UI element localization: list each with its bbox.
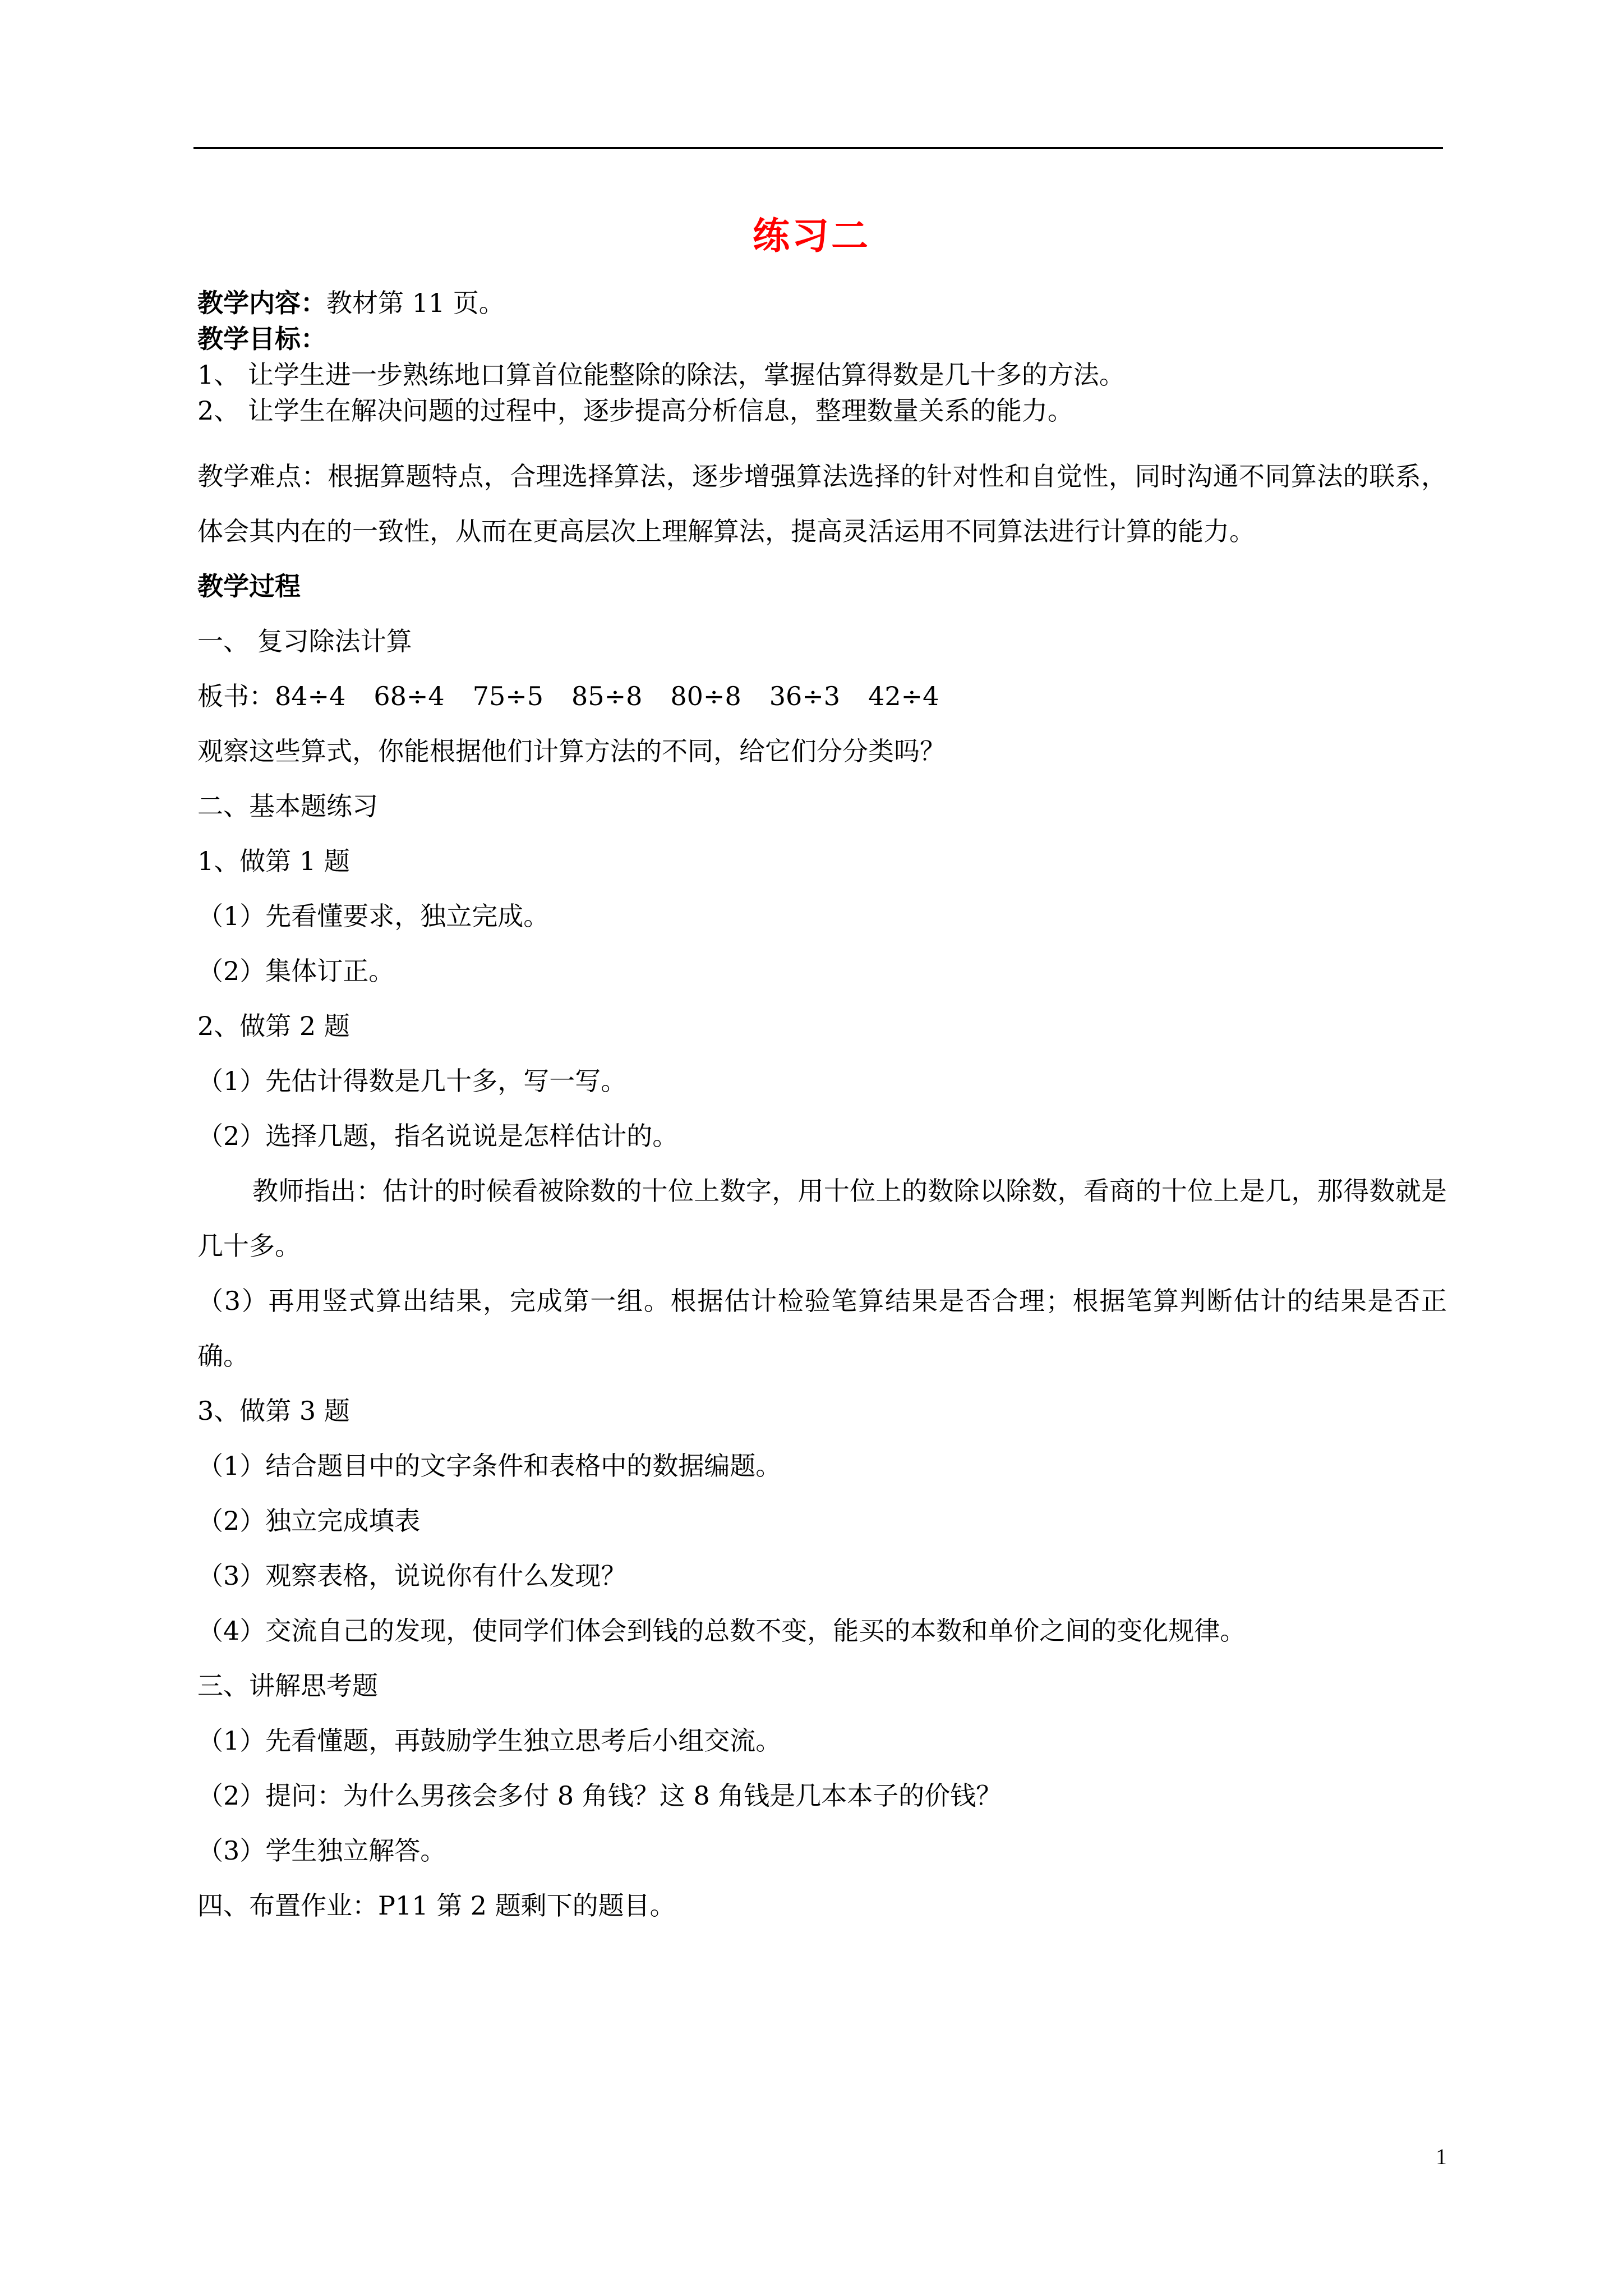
q1-title: 1、做第 1 题 (197, 846, 350, 876)
objective-item-1: 1、 让学生进一步熟练地口算首位能整除的除法，掌握估算得数是几十多的方法。 (197, 360, 1125, 390)
q2-step-3: （3）再用竖式算出结果，完成第一组。根据估计检验笔算结果是否合理；根据笔算判断估计的结果是否正确。 (197, 1286, 1447, 1371)
section4-heading: 四、布置作业：P11 第 2 题剩下的题目。 (197, 1890, 676, 1921)
teaching-process-label: 教学过程 (197, 571, 301, 601)
board-label: 板书： (197, 681, 275, 711)
page-number: 1 (1436, 2144, 1447, 2169)
document-body (197, 285, 1447, 1933)
section2-heading: 二、基本题练习 (197, 791, 378, 821)
q2-step: （2）选择几题，指名说说是怎样估计的。 (197, 1121, 679, 1151)
section1-question: 观察这些算式，你能根据他们计算方法的不同，给它们分分类吗？ (197, 736, 946, 766)
board-expression: 75÷5 (472, 681, 544, 711)
q1-step: （2）集体订正。 (197, 956, 395, 986)
board-expression: 36÷3 (769, 681, 841, 711)
q3-title: 3、做第 3 题 (197, 1396, 350, 1426)
board-expression: 42÷4 (868, 681, 939, 711)
section3-heading: 三、讲解思考题 (197, 1671, 378, 1701)
teaching-content-label: 教学内容： (197, 288, 326, 318)
q3-step: （3）观察表格，说说你有什么发现？ (197, 1561, 627, 1591)
teaching-objectives-label: 教学目标： (197, 324, 326, 354)
q3-step: （2）独立完成填表 (197, 1506, 421, 1536)
q3-step: （4）交流自己的发现，使同学们体会到钱的总数不变，能买的本数和单价之间的变化规律。 (197, 1616, 1246, 1646)
section1-heading: 一、 复习除法计算 (197, 626, 412, 656)
q3-step: （1）结合题目中的文字条件和表格中的数据编题。 (197, 1451, 782, 1481)
board-expression: 84÷4 (275, 681, 346, 711)
section3-step: （1）先看懂题，再鼓励学生独立思考后小组交流。 (197, 1726, 782, 1756)
section3-step: （2）提问：为什么男孩会多付 8 角钱？这 8 角钱是几本本子的价钱？ (197, 1780, 1002, 1811)
page-title: 练习二 (753, 214, 870, 257)
objective-item-2: 2、 让学生在解决问题的过程中，逐步提高分析信息，整理数量关系的能力。 (197, 395, 1073, 426)
q2-title: 2、做第 2 题 (197, 1011, 350, 1041)
teaching-content (197, 285, 1447, 321)
q1-step: （1）先看懂要求，独立完成。 (197, 901, 550, 931)
q2-step: （1）先估计得数是几十多，写一写。 (197, 1066, 627, 1096)
teaching-difficulty: 教学难点：根据算题特点，合理选择算法，逐步增强算法选择的针对性和自觉性，同时沟通不同算法的联系，体会其内在的一致性，从而在更高层次上理解算法，提高灵活运用不同算法进行计算的能力。 (197, 461, 1447, 546)
board-expression: 85÷8 (571, 681, 643, 711)
section3-step: （3）学生独立解答。 (197, 1835, 446, 1866)
teacher-note: 教师指出：估计的时候看被除数的十位上数字，用十位上的数除以除数，看商的十位上是几，那得数就是几十多。 (197, 1176, 1447, 1261)
board-expression: 80÷8 (670, 681, 741, 711)
teaching-content-text: 教材第 11 页。 (326, 288, 505, 318)
board-expression: 68÷4 (374, 681, 445, 711)
board-writing (197, 669, 1447, 724)
header-rule (193, 147, 1443, 149)
